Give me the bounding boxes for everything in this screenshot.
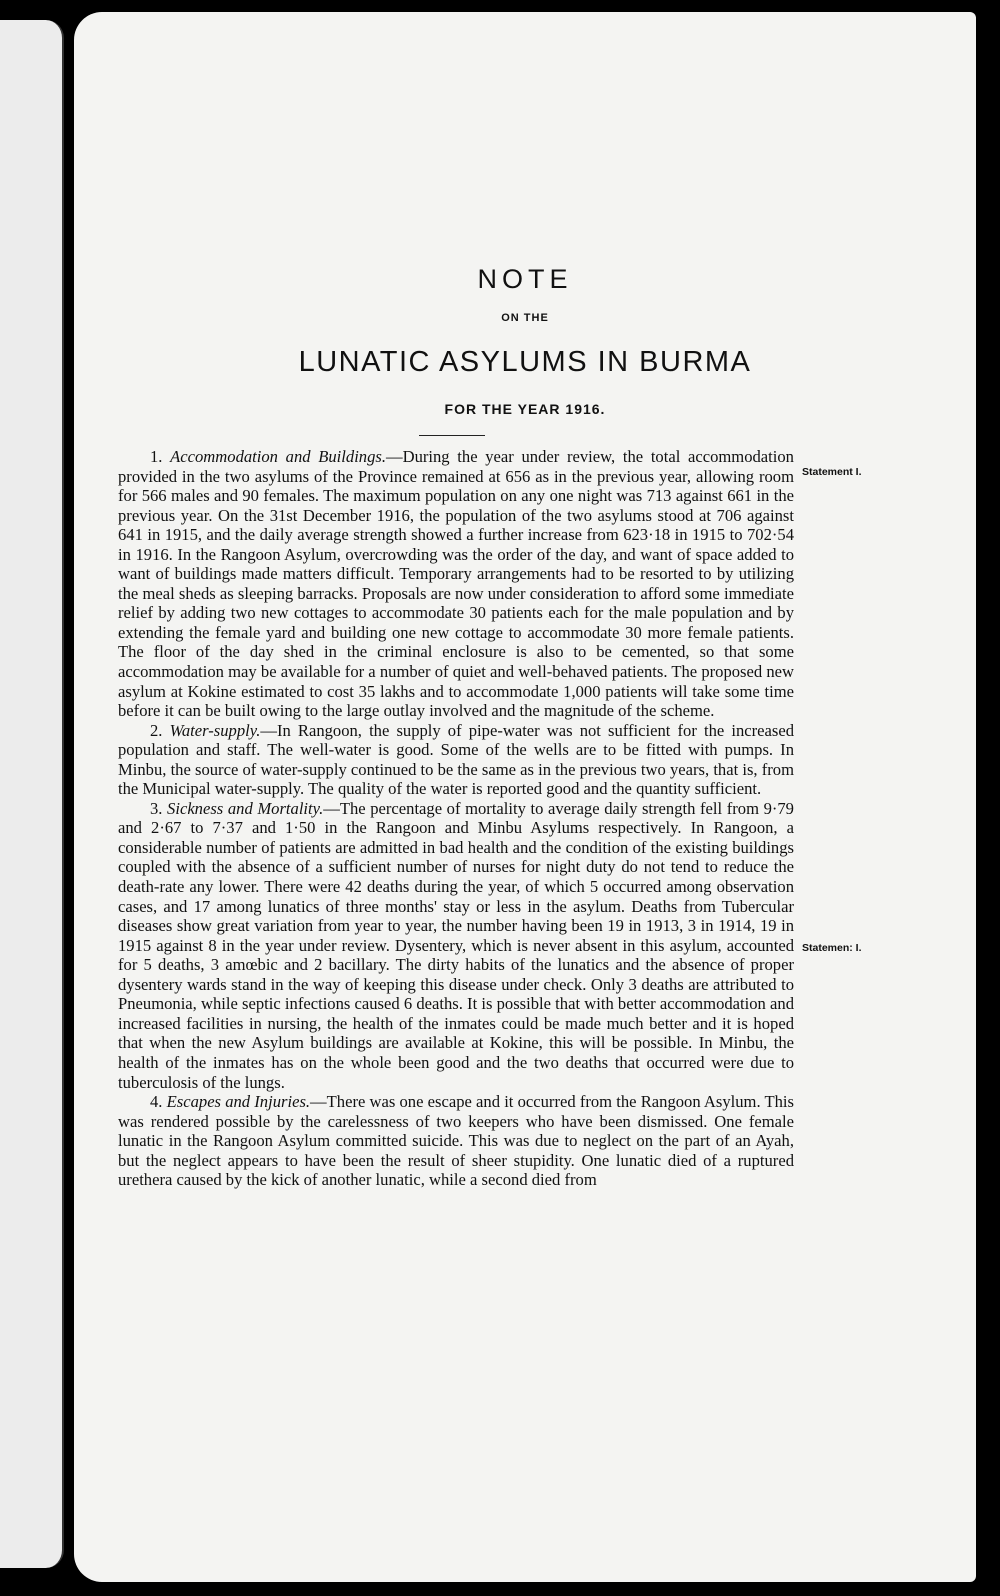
- previous-page-edge: [0, 20, 64, 1568]
- paragraph-number: 1.: [150, 447, 163, 466]
- paragraph-text: —The percentage of mortality to average daily strength fell from 9·79 and 2·67 to 7·37 and 1·50 in the Rangoon and Minbu Asylums respectively. In Rangoon, a considerable number of patients are admitted in bad health and the condition of the existing buildings coupled with the absence of a sufficient number of nurses for night duty do not tend to reduce the death-rate any lower. There were 42 deaths during the year, of which 5 occurred among observation cases, and 17 among lunatics of three months' stay or less in the asylum. Deaths from Tubercular diseases show great variation from year to year, the number having been 19 in 1913, 3 in 1914, 19 in 1915 against 8 in the year under review. Dysentery, which is never absent in this asylum, accounted for 5 deaths, 3 amœbic and 2 bacillary. The dirty habits of the lunatics and the absence of proper dysentery wards stand in the way of keeping this disease under check. Only 3 deaths are attributed to Pneumonia, while septic infections caused 6 deaths. It is possible that with better accommodation and increased facilities in nursing, the health of the inmates could be made much better and it is hoped that when the new Asylum buildings are available at Kokine, this will be possible. In Minbu, the health of the inmates has on the whole been good and the two deaths that occurred were due to tuberculosis of the lungs.: [118, 798, 794, 1092]
- paragraph-number: 4.: [150, 1092, 163, 1112]
- margin-note-statement: Statement I.: [802, 466, 862, 478]
- on-the-subheading: ON THE: [501, 312, 549, 324]
- paragraph-text: —There was one escape and it occurred from the Rangoon Asylum. This was rendered possible by the carelessness of two keepers who have been dismissed. One female lunatic in the Rangoon Asylum committed suicide. This was due to neglect on the part of an Ayah, but the neglect appears to have been the result of sheer stupidity. One lunatic died of a ruptured urethera caused by the kick of another lunatic, while a second died from: [118, 1092, 794, 1190]
- title-divider: [419, 435, 485, 436]
- report-title: LUNATIC ASYLUMS IN BURMA: [298, 346, 752, 378]
- paragraph-text: —During the year under review, the total accommodation provided in the two asylums of the Province remained at 656 as in the previous year, allowing room for 566 males and 90 females. The maximum population on any one night was 713 against 661 in the previous year. On the 31st December 1916, the population of the two asylums stood at 706 against 641 in 1915, and the daily average strength showed a further increase from 623·18 in 1915 to 702·54 in 1916. In the Rangoon Asylum, overcrowding was the order of the day, and want of space added to want of buildings made matters difficult. Temporary arrangements had to be resorted to by utilizing the meal sheds as sleeping barracks. Proposals are now under consideration to afford some immediate relief by adding two new cottages to accommodate 30 patients each for the male population and by extending the female yard and building one new cottage to accommodate 30 more female patients. The floor of the day shed in the criminal enclosure is also to be cemented, so that some accommodation may be available for a number of quiet and well-behaved patients. The proposed new asylum at Kokine estimated to cost 35 lakhs and to accommodate 1,000 patients will take some time before it can be built owing to the large outlay involved and the magnitude of the scheme.: [118, 447, 794, 721]
- paragraph-heading: Accommodation and Buildings.: [170, 447, 386, 466]
- report-year: FOR THE YEAR 1916.: [444, 401, 606, 417]
- paragraph-sickness-mortality: [118, 799, 794, 1092]
- paragraph-heading: Sickness and Mortality.: [167, 798, 324, 818]
- margin-note-statement: Statemen: I.: [802, 942, 862, 954]
- paragraph-heading: Escapes and Injuries.: [166, 1092, 311, 1112]
- paragraph-escapes-injuries: [118, 1092, 794, 1190]
- note-heading: NOTE: [477, 264, 573, 294]
- paragraph-text: —In Rangoon, the supply of pipe-water was not sufficient for the increased population and staff. The well-water is good. Some of the wells are to be fitted with pumps. In Minbu, the source of water-supply continued to be the same as in the previous two years, that is, from the Municipal water-supply. The quality of the water is reported good and the quantity sufficient.: [118, 720, 794, 799]
- paragraph-water-supply: [118, 721, 794, 799]
- paragraph-heading: Water-supply.: [169, 720, 261, 740]
- paragraph-number: 2.: [150, 720, 163, 740]
- paragraph-number: 3.: [150, 798, 163, 818]
- document-page: [74, 12, 976, 1582]
- paragraph-accommodation: [118, 447, 794, 721]
- body-text: [118, 447, 794, 1190]
